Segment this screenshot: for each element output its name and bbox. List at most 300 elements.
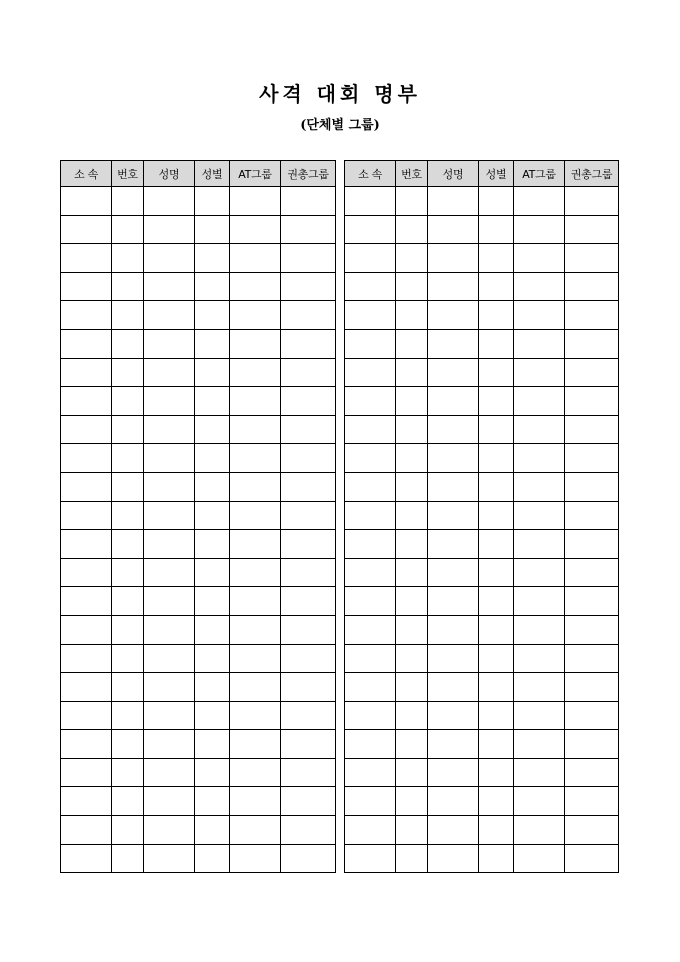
table-cell[interactable] bbox=[345, 673, 396, 702]
table-cell[interactable] bbox=[195, 644, 230, 673]
table-cell[interactable] bbox=[345, 444, 396, 473]
table-cell[interactable] bbox=[112, 215, 144, 244]
table-cell[interactable] bbox=[281, 215, 336, 244]
table-row bbox=[345, 415, 619, 444]
table-cell[interactable] bbox=[428, 358, 479, 387]
table-cell[interactable] bbox=[281, 844, 336, 873]
table-cell[interactable] bbox=[112, 644, 144, 673]
table-cell[interactable] bbox=[396, 301, 428, 330]
table-cell[interactable] bbox=[479, 816, 514, 845]
table-cell[interactable] bbox=[479, 615, 514, 644]
table-cell[interactable] bbox=[396, 358, 428, 387]
table-cell[interactable] bbox=[195, 444, 230, 473]
table-cell[interactable] bbox=[396, 272, 428, 301]
table-cell[interactable] bbox=[479, 530, 514, 559]
table-cell[interactable] bbox=[428, 187, 479, 216]
table-cell[interactable] bbox=[396, 444, 428, 473]
table-cell[interactable] bbox=[112, 187, 144, 216]
table-cell[interactable] bbox=[144, 472, 195, 501]
table-cell[interactable] bbox=[396, 530, 428, 559]
table-cell[interactable] bbox=[281, 587, 336, 616]
table-cell[interactable] bbox=[61, 644, 112, 673]
table-cell[interactable] bbox=[345, 558, 396, 587]
table-cell[interactable] bbox=[195, 301, 230, 330]
table-cell[interactable] bbox=[514, 358, 565, 387]
table-cell[interactable] bbox=[428, 816, 479, 845]
table-cell[interactable] bbox=[396, 415, 428, 444]
table-cell[interactable] bbox=[396, 758, 428, 787]
table-cell[interactable] bbox=[144, 701, 195, 730]
table-cell[interactable] bbox=[61, 816, 112, 845]
table-cell[interactable] bbox=[112, 844, 144, 873]
table-cell[interactable] bbox=[479, 587, 514, 616]
table-cell[interactable] bbox=[144, 816, 195, 845]
table-cell[interactable] bbox=[281, 472, 336, 501]
column-header-affiliation: 소 속 bbox=[345, 161, 396, 187]
table-cell[interactable] bbox=[565, 758, 619, 787]
column-header-number: 번호 bbox=[396, 161, 428, 187]
table-cell[interactable] bbox=[281, 644, 336, 673]
table-cell[interactable] bbox=[428, 444, 479, 473]
table-cell[interactable] bbox=[112, 444, 144, 473]
table-cell[interactable] bbox=[479, 329, 514, 358]
table-row bbox=[345, 358, 619, 387]
table-cell[interactable] bbox=[144, 329, 195, 358]
table-cell[interactable] bbox=[144, 215, 195, 244]
table-cell[interactable] bbox=[230, 816, 281, 845]
table-cell[interactable] bbox=[195, 730, 230, 759]
table-cell[interactable] bbox=[112, 530, 144, 559]
table-cell[interactable] bbox=[565, 530, 619, 559]
table-cell[interactable] bbox=[61, 701, 112, 730]
table-cell[interactable] bbox=[514, 444, 565, 473]
table-cell[interactable] bbox=[281, 558, 336, 587]
table-cell[interactable] bbox=[195, 558, 230, 587]
table-cell[interactable] bbox=[144, 272, 195, 301]
table-cell[interactable] bbox=[61, 501, 112, 530]
table-cell[interactable] bbox=[565, 587, 619, 616]
table-cell[interactable] bbox=[396, 215, 428, 244]
table-cell[interactable] bbox=[345, 587, 396, 616]
table-cell[interactable] bbox=[345, 730, 396, 759]
table-cell[interactable] bbox=[281, 730, 336, 759]
table-cell[interactable] bbox=[514, 187, 565, 216]
table-cell[interactable] bbox=[345, 187, 396, 216]
table-cell[interactable] bbox=[514, 558, 565, 587]
table-cell[interactable] bbox=[428, 387, 479, 416]
table-cell[interactable] bbox=[396, 673, 428, 702]
table-cell[interactable] bbox=[345, 301, 396, 330]
table-cell[interactable] bbox=[112, 615, 144, 644]
table-cell[interactable] bbox=[112, 415, 144, 444]
table-cell[interactable] bbox=[479, 787, 514, 816]
table-cell[interactable] bbox=[281, 787, 336, 816]
table-cell[interactable] bbox=[230, 244, 281, 273]
table-cell[interactable] bbox=[230, 329, 281, 358]
table-cell[interactable] bbox=[565, 787, 619, 816]
table-cell[interactable] bbox=[112, 587, 144, 616]
table-cell[interactable] bbox=[230, 358, 281, 387]
table-cell[interactable] bbox=[428, 644, 479, 673]
table-cell[interactable] bbox=[345, 244, 396, 273]
table-cell[interactable] bbox=[514, 587, 565, 616]
table-cell[interactable] bbox=[195, 329, 230, 358]
table-cell[interactable] bbox=[514, 701, 565, 730]
table-cell[interactable] bbox=[281, 701, 336, 730]
table-cell[interactable] bbox=[281, 358, 336, 387]
table-cell[interactable] bbox=[230, 844, 281, 873]
table-cell[interactable] bbox=[396, 615, 428, 644]
table-cell[interactable] bbox=[479, 673, 514, 702]
table-cell[interactable] bbox=[479, 501, 514, 530]
table-cell[interactable] bbox=[345, 644, 396, 673]
table-cell[interactable] bbox=[514, 615, 565, 644]
table-cell[interactable] bbox=[281, 387, 336, 416]
table-cell[interactable] bbox=[112, 730, 144, 759]
table-cell[interactable] bbox=[514, 244, 565, 273]
table-cell[interactable] bbox=[230, 472, 281, 501]
table-cell[interactable] bbox=[281, 758, 336, 787]
table-cell[interactable] bbox=[144, 844, 195, 873]
table-cell[interactable] bbox=[479, 301, 514, 330]
table-cell[interactable] bbox=[230, 415, 281, 444]
table-cell[interactable] bbox=[514, 787, 565, 816]
table-cell[interactable] bbox=[195, 272, 230, 301]
table-cell[interactable] bbox=[428, 272, 479, 301]
table-cell[interactable] bbox=[479, 844, 514, 873]
table-cell[interactable] bbox=[514, 816, 565, 845]
table-header-row bbox=[61, 161, 336, 187]
table-cell[interactable] bbox=[144, 358, 195, 387]
table-cell[interactable] bbox=[195, 387, 230, 416]
table-cell[interactable] bbox=[230, 758, 281, 787]
table-cell[interactable] bbox=[565, 701, 619, 730]
table-cell[interactable] bbox=[565, 844, 619, 873]
table-cell[interactable] bbox=[479, 215, 514, 244]
table-cell[interactable] bbox=[281, 816, 336, 845]
table-cell[interactable] bbox=[345, 844, 396, 873]
table-cell[interactable] bbox=[144, 787, 195, 816]
table-cell[interactable] bbox=[428, 673, 479, 702]
table-cell[interactable] bbox=[428, 758, 479, 787]
table-cell[interactable] bbox=[514, 758, 565, 787]
table-cell[interactable] bbox=[514, 530, 565, 559]
table-cell[interactable] bbox=[281, 272, 336, 301]
table-cell[interactable] bbox=[396, 844, 428, 873]
table-cell[interactable] bbox=[61, 215, 112, 244]
table-cell[interactable] bbox=[428, 415, 479, 444]
table-cell[interactable] bbox=[514, 844, 565, 873]
table-cell[interactable] bbox=[345, 329, 396, 358]
table-cell[interactable] bbox=[61, 301, 112, 330]
table-cell[interactable] bbox=[396, 472, 428, 501]
table-cell[interactable] bbox=[396, 187, 428, 216]
table-cell[interactable] bbox=[195, 472, 230, 501]
table-row bbox=[61, 215, 336, 244]
table-cell[interactable] bbox=[428, 244, 479, 273]
table-cell[interactable] bbox=[281, 673, 336, 702]
table-cell[interactable] bbox=[345, 530, 396, 559]
table-cell[interactable] bbox=[144, 730, 195, 759]
table-row bbox=[345, 244, 619, 273]
table-cell[interactable] bbox=[144, 387, 195, 416]
table-cell[interactable] bbox=[565, 644, 619, 673]
table-cell[interactable] bbox=[144, 673, 195, 702]
table-cell[interactable] bbox=[396, 558, 428, 587]
table-cell[interactable] bbox=[230, 501, 281, 530]
table-cell[interactable] bbox=[428, 615, 479, 644]
table-cell[interactable] bbox=[396, 501, 428, 530]
table-cell[interactable] bbox=[565, 501, 619, 530]
table-cell[interactable] bbox=[195, 415, 230, 444]
table-cell[interactable] bbox=[396, 587, 428, 616]
table-cell[interactable] bbox=[195, 673, 230, 702]
table-cell[interactable] bbox=[61, 358, 112, 387]
table-cell[interactable] bbox=[112, 329, 144, 358]
table-cell[interactable] bbox=[281, 415, 336, 444]
table-cell[interactable] bbox=[195, 358, 230, 387]
table-cell[interactable] bbox=[230, 615, 281, 644]
roster-table-left bbox=[60, 160, 336, 873]
table-cell[interactable] bbox=[112, 358, 144, 387]
table-cell[interactable] bbox=[144, 587, 195, 616]
table-cell[interactable] bbox=[396, 244, 428, 273]
table-cell[interactable] bbox=[479, 387, 514, 416]
table-cell[interactable] bbox=[230, 187, 281, 216]
table-cell[interactable] bbox=[61, 187, 112, 216]
table-cell[interactable] bbox=[61, 387, 112, 416]
table-cell[interactable] bbox=[61, 329, 112, 358]
table-cell[interactable] bbox=[195, 215, 230, 244]
table-cell[interactable] bbox=[195, 844, 230, 873]
table-cell[interactable] bbox=[195, 787, 230, 816]
table-cell[interactable] bbox=[61, 615, 112, 644]
table-cell[interactable] bbox=[514, 329, 565, 358]
table-cell[interactable] bbox=[144, 415, 195, 444]
table-cell[interactable] bbox=[112, 673, 144, 702]
table-cell[interactable] bbox=[345, 816, 396, 845]
table-cell[interactable] bbox=[565, 472, 619, 501]
table-cell[interactable] bbox=[195, 187, 230, 216]
table-cell[interactable] bbox=[112, 272, 144, 301]
table-cell[interactable] bbox=[281, 187, 336, 216]
table-cell[interactable] bbox=[61, 730, 112, 759]
table-cell[interactable] bbox=[230, 673, 281, 702]
table-cell[interactable] bbox=[112, 501, 144, 530]
table-row bbox=[61, 501, 336, 530]
table-cell[interactable] bbox=[112, 244, 144, 273]
table-cell[interactable] bbox=[479, 644, 514, 673]
table-cell[interactable] bbox=[345, 615, 396, 644]
table-cell[interactable] bbox=[565, 558, 619, 587]
table-cell[interactable] bbox=[281, 530, 336, 559]
table-cell[interactable] bbox=[514, 730, 565, 759]
table-cell[interactable] bbox=[144, 644, 195, 673]
table-cell[interactable] bbox=[230, 444, 281, 473]
table-cell[interactable] bbox=[112, 387, 144, 416]
table-cell[interactable] bbox=[144, 758, 195, 787]
table-cell[interactable] bbox=[281, 501, 336, 530]
table-cell[interactable] bbox=[112, 787, 144, 816]
table-cell[interactable] bbox=[479, 415, 514, 444]
table-cell[interactable] bbox=[230, 587, 281, 616]
table-cell[interactable] bbox=[112, 758, 144, 787]
table-cell[interactable] bbox=[514, 215, 565, 244]
table-cell[interactable] bbox=[195, 530, 230, 559]
table-cell[interactable] bbox=[230, 787, 281, 816]
table-cell[interactable] bbox=[428, 787, 479, 816]
table-cell[interactable] bbox=[112, 701, 144, 730]
table-cell[interactable] bbox=[281, 301, 336, 330]
table-cell[interactable] bbox=[479, 558, 514, 587]
table-cell[interactable] bbox=[565, 615, 619, 644]
table-cell[interactable] bbox=[479, 701, 514, 730]
table-cell[interactable] bbox=[61, 844, 112, 873]
table-cell[interactable] bbox=[345, 272, 396, 301]
table-cell[interactable] bbox=[428, 558, 479, 587]
table-cell[interactable] bbox=[345, 472, 396, 501]
table-cell[interactable] bbox=[345, 358, 396, 387]
table-cell[interactable] bbox=[396, 787, 428, 816]
table-cell[interactable] bbox=[345, 415, 396, 444]
table-cell[interactable] bbox=[396, 701, 428, 730]
table-cell[interactable] bbox=[345, 501, 396, 530]
table-cell[interactable] bbox=[144, 558, 195, 587]
table-cell[interactable] bbox=[345, 215, 396, 244]
table-cell[interactable] bbox=[144, 530, 195, 559]
table-cell[interactable] bbox=[565, 387, 619, 416]
table-cell[interactable] bbox=[61, 758, 112, 787]
table-cell[interactable] bbox=[428, 472, 479, 501]
table-cell[interactable] bbox=[479, 444, 514, 473]
table-cell[interactable] bbox=[396, 730, 428, 759]
table-cell[interactable] bbox=[514, 644, 565, 673]
table-cell[interactable] bbox=[230, 272, 281, 301]
table-cell[interactable] bbox=[479, 472, 514, 501]
table-cell[interactable] bbox=[61, 558, 112, 587]
table-cell[interactable] bbox=[479, 272, 514, 301]
table-cell[interactable] bbox=[514, 415, 565, 444]
table-cell[interactable] bbox=[61, 444, 112, 473]
table-cell[interactable] bbox=[61, 244, 112, 273]
table-cell[interactable] bbox=[514, 501, 565, 530]
table-cell[interactable] bbox=[428, 530, 479, 559]
table-row bbox=[61, 615, 336, 644]
table-row bbox=[345, 558, 619, 587]
table-cell[interactable] bbox=[345, 787, 396, 816]
table-cell[interactable] bbox=[281, 615, 336, 644]
table-cell[interactable] bbox=[479, 244, 514, 273]
table-cell[interactable] bbox=[565, 358, 619, 387]
table-cell[interactable] bbox=[61, 673, 112, 702]
table-cell[interactable] bbox=[144, 444, 195, 473]
table-cell[interactable] bbox=[396, 644, 428, 673]
table-cell[interactable] bbox=[230, 215, 281, 244]
table-row bbox=[345, 272, 619, 301]
table-cell[interactable] bbox=[345, 387, 396, 416]
table-cell[interactable] bbox=[565, 215, 619, 244]
table-cell[interactable] bbox=[428, 329, 479, 358]
table-cell[interactable] bbox=[61, 787, 112, 816]
table-cell[interactable] bbox=[514, 472, 565, 501]
table-cell[interactable] bbox=[565, 415, 619, 444]
table-cell[interactable] bbox=[61, 530, 112, 559]
table-cell[interactable] bbox=[428, 701, 479, 730]
table-cell[interactable] bbox=[514, 272, 565, 301]
table-cell[interactable] bbox=[112, 301, 144, 330]
table-cell[interactable] bbox=[230, 558, 281, 587]
table-cell[interactable] bbox=[144, 187, 195, 216]
table-cell[interactable] bbox=[195, 501, 230, 530]
table-cell[interactable] bbox=[230, 644, 281, 673]
table-cell[interactable] bbox=[61, 587, 112, 616]
table-cell[interactable] bbox=[428, 501, 479, 530]
table-cell[interactable] bbox=[281, 329, 336, 358]
table-cell[interactable] bbox=[479, 187, 514, 216]
table-cell[interactable] bbox=[428, 844, 479, 873]
table-cell[interactable] bbox=[195, 244, 230, 273]
table-cell[interactable] bbox=[230, 730, 281, 759]
table-cell[interactable] bbox=[565, 816, 619, 845]
table-cell[interactable] bbox=[345, 758, 396, 787]
table-cell[interactable] bbox=[514, 387, 565, 416]
table-cell[interactable] bbox=[479, 358, 514, 387]
table-cell[interactable] bbox=[230, 530, 281, 559]
table-cell[interactable] bbox=[514, 301, 565, 330]
table-cell[interactable] bbox=[112, 472, 144, 501]
table-cell[interactable] bbox=[428, 301, 479, 330]
table-cell[interactable] bbox=[230, 387, 281, 416]
table-cell[interactable] bbox=[396, 329, 428, 358]
table-cell[interactable] bbox=[428, 730, 479, 759]
table-cell[interactable] bbox=[428, 587, 479, 616]
table-cell[interactable] bbox=[565, 187, 619, 216]
table-cell[interactable] bbox=[479, 758, 514, 787]
table-cell[interactable] bbox=[230, 301, 281, 330]
table-cell[interactable] bbox=[195, 758, 230, 787]
table-cell[interactable] bbox=[514, 673, 565, 702]
table-cell[interactable] bbox=[565, 673, 619, 702]
table-cell[interactable] bbox=[479, 730, 514, 759]
table-cell[interactable] bbox=[144, 244, 195, 273]
table-cell[interactable] bbox=[195, 701, 230, 730]
table-cell[interactable] bbox=[565, 301, 619, 330]
table-cell[interactable] bbox=[61, 472, 112, 501]
table-cell[interactable] bbox=[565, 444, 619, 473]
table-cell[interactable] bbox=[230, 701, 281, 730]
table-cell[interactable] bbox=[61, 415, 112, 444]
table-cell[interactable] bbox=[144, 615, 195, 644]
table-cell[interactable] bbox=[565, 244, 619, 273]
table-cell[interactable] bbox=[195, 816, 230, 845]
table-cell[interactable] bbox=[428, 215, 479, 244]
table-cell[interactable] bbox=[396, 816, 428, 845]
table-cell[interactable] bbox=[565, 730, 619, 759]
table-cell[interactable] bbox=[195, 615, 230, 644]
table-cell[interactable] bbox=[281, 244, 336, 273]
table-cell[interactable] bbox=[144, 301, 195, 330]
table-cell[interactable] bbox=[345, 701, 396, 730]
table-cell[interactable] bbox=[281, 444, 336, 473]
table-cell[interactable] bbox=[144, 501, 195, 530]
table-cell[interactable] bbox=[195, 587, 230, 616]
table-cell[interactable] bbox=[396, 387, 428, 416]
table-cell[interactable] bbox=[61, 272, 112, 301]
table-cell[interactable] bbox=[565, 329, 619, 358]
table-cell[interactable] bbox=[112, 816, 144, 845]
table-cell[interactable] bbox=[112, 558, 144, 587]
table-cell[interactable] bbox=[565, 272, 619, 301]
